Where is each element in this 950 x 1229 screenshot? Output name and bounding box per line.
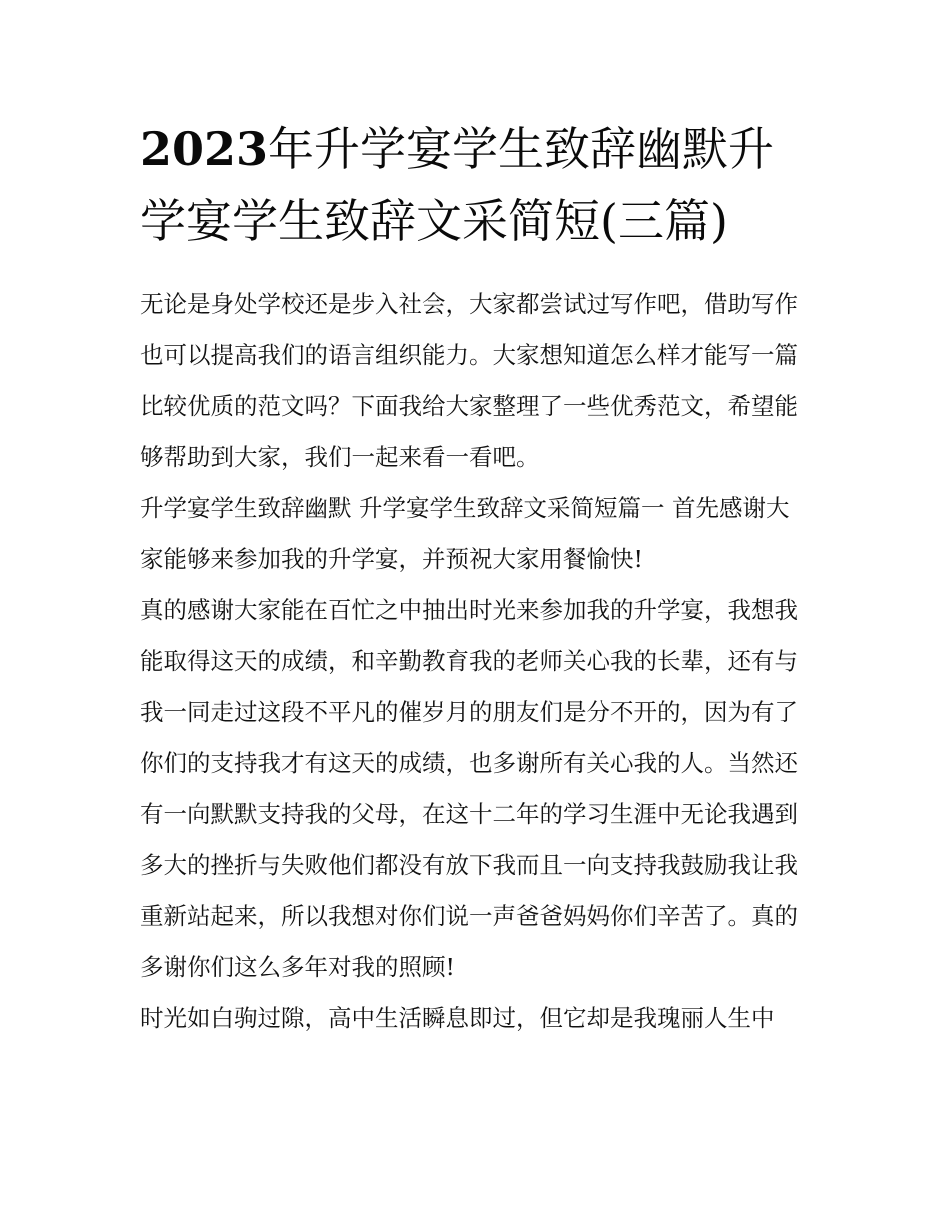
- title-year: 2023: [140, 122, 269, 176]
- paragraph-intro: 无论是身处学校还是步入社会，大家都尝试过写作吧，借助写作也可以提高我们的语言组织能力。大家想知道怎么样才能写一篇比较优质的范文吗？下面我给大家整理了一些优秀范文，希望能够帮助到大家，我们一起来看一看吧。: [140, 290, 798, 471]
- document-body: [140, 279, 812, 1044]
- document-content: [140, 113, 812, 1044]
- title-text: 年升学宴学生致辞幽默升学宴学生致辞文采简短(三篇): [140, 122, 775, 248]
- paragraph-thanks: 真的感谢大家能在百忙之中抽出时光来参加我的升学宴，我想我能取得这天的成绩，和辛勤教育我的老师关心我的长辈，还有与我一同走过这段不平凡的催岁月的朋友们是分不开的，因为有了你们的支持我才有这天的成绩，也多谢所有关心我的人。当然还有一向默默支持我的父母，在这十二年的学习生涯中无论我遇到多大的挫折与失败他们都没有放下我而且一向支持我鼓励我让我重新站起来，所以我想对你们说一声爸爸妈妈你们辛苦了。真的多谢你们这么多年对我的照顾!: [140, 596, 798, 981]
- paragraph-time: 时光如白驹过隙，高中生活瞬息即过，但它却是我瑰丽人生中: [140, 1004, 775, 1032]
- document-title: [140, 113, 812, 257]
- paragraph-section-one-heading: 升学宴学生致辞幽默 升学宴学生致辞文采简短篇一 首先感谢大家能够来参加我的升学宴，并预祝大家用餐愉快!: [140, 494, 790, 573]
